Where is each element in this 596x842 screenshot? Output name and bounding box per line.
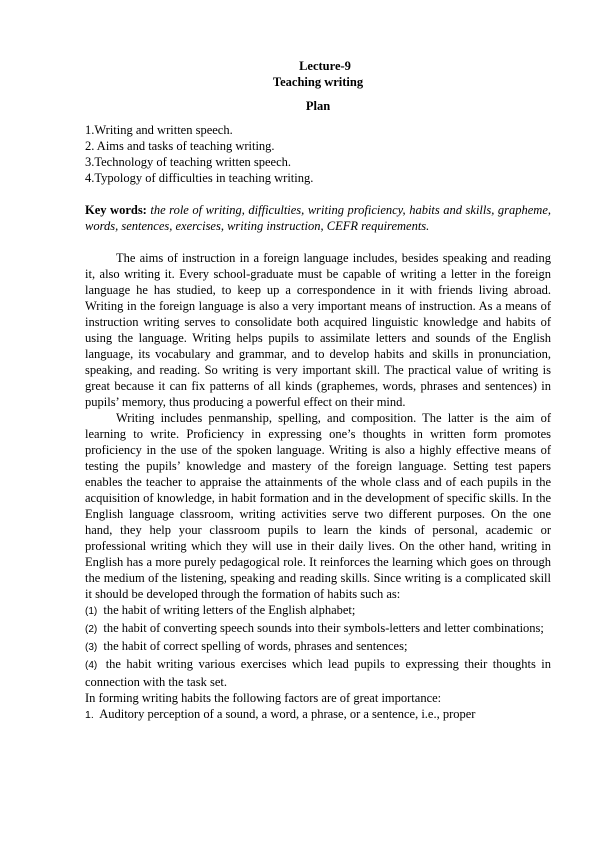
key-words-label: Key words: xyxy=(85,203,147,217)
factors-intro: In forming writing habits the following factors are of great importance: xyxy=(85,691,442,705)
document-content xyxy=(85,58,551,723)
paragraph-writing-includes: Writing includes penmanship, spelling, and composition. The latter is the aim of learning to write. Proficiency in expressing one’s thoughts in written form promotes proficiency in the use of the spoken language. Writing is also a highly effective means of testing the pupils’ knowledge and mastery of the foreign language. Setting test papers enables the teacher to appraise the attainments of the whole class and of each pupils in the acquisition of knowledge, in habit formation and in the development of specific skills. In the English language classroom, writing activities serve two different purposes. On the one hand, they help your classroom pupils to learn the kinds of personal, academic or professional writing which they will use in their daily lives. On the other hand, writing in English has a more purely pedagogical role. It reinforces the learning which goes on through the medium of the listening, speaking and reading skills. Since writing is a complicated skill it should be developed through the formation of habits such as: xyxy=(85,411,551,601)
habit-text: the habit writing various exercises which lead pupils to expressing their thoughts in connection with the task set. xyxy=(85,657,552,689)
habit-item xyxy=(85,602,551,620)
habit-number: (2) xyxy=(85,624,98,635)
plan-heading: Plan xyxy=(305,99,331,113)
habit-text: the habit of correct spelling of words, phrases and sentences; xyxy=(103,639,408,653)
habit-item xyxy=(85,638,551,656)
lecture-number: Lecture-9 xyxy=(299,59,351,73)
habit-number: (4) xyxy=(85,660,98,671)
habit-item xyxy=(85,620,551,638)
plan-item: 4.Typology of difficulties in teaching writing. xyxy=(85,171,314,185)
plan-list xyxy=(85,122,551,186)
habit-item xyxy=(85,656,551,690)
plan-item: 3.Technology of teaching written speech. xyxy=(85,155,291,169)
factor-number: 1. xyxy=(85,709,94,721)
habit-number: (1) xyxy=(85,606,98,617)
paragraph-aims: The aims of instruction in a foreign language includes, besides speaking and reading it, also writing it. Every school-graduate must be capable of writing a letter in the foreign language he has studied, to keep up a correspondence in it with friends living abroad. Writing in the foreign language is also a very important means of instruction. As a means of instruction writing serves to consolidate both acquired linguistic knowledge and habits of using the language. Writing helps pupils to assimilate letters and sounds of the English language, its vocabulary and grammar, and to develop habits and skills in pronunciation, speaking, and reading. So writing is very important skill. The practical value of writing is great because it can fix patterns of all kinds (graphemes, words, phrases and sentences) in pupils’ memory, thus producing a powerful effect on their mind. xyxy=(85,251,551,409)
habit-text: the habit of writing letters of the English alphabet; xyxy=(103,603,356,617)
habits-list xyxy=(85,602,551,690)
plan-item: 1.Writing and written speech. xyxy=(85,123,233,137)
habit-text: the habit of converting speech sounds into their symbols-letters and letter combinations; xyxy=(103,621,544,635)
key-words-text: the role of writing, difficulties, writing proficiency, habits and skills, grapheme, words, sentences, exercises, writing instruction, CEFR requirements. xyxy=(85,203,552,233)
lecture-title: Teaching writing xyxy=(272,75,364,89)
habit-number: (3) xyxy=(85,642,98,653)
factor-item xyxy=(85,706,551,723)
plan-item: 2. Aims and tasks of teaching writing. xyxy=(85,139,275,153)
key-words xyxy=(85,202,551,234)
factor-text: Auditory perception of a sound, a word, a phrase, or a sentence, i.e., proper xyxy=(99,707,476,721)
